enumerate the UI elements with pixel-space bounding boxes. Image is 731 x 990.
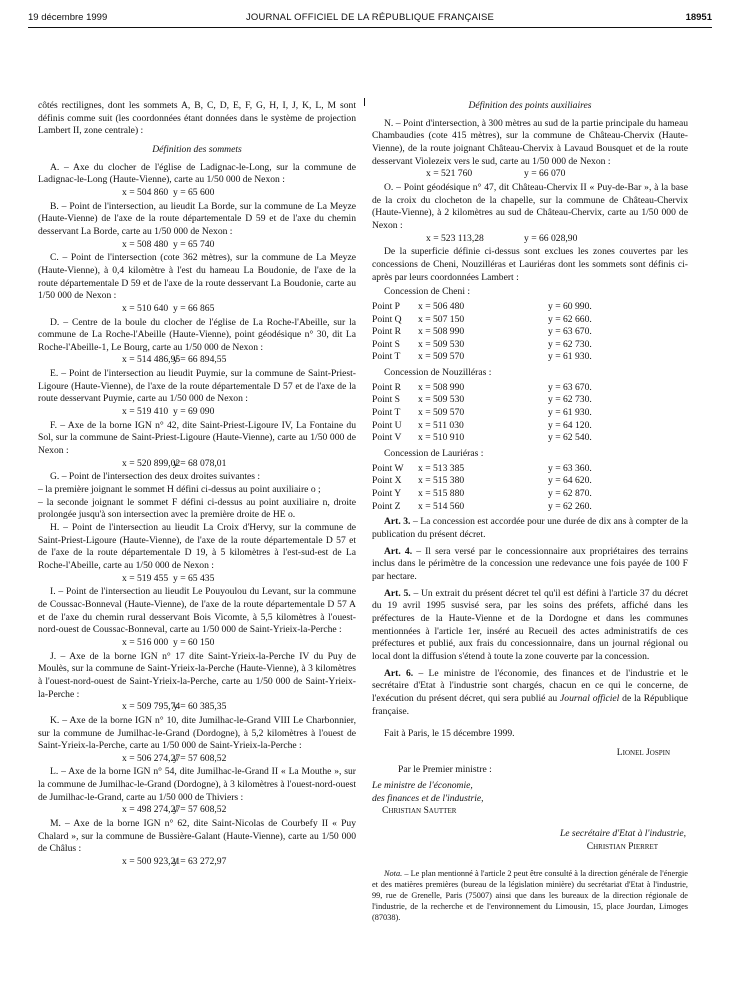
point-label: Point P — [372, 300, 400, 312]
vertex-g-text: G. – Point de l'intersection des deux droites suivantes : — [50, 471, 261, 483]
vertex-i-text: I. – Point de l'intersection au lieudit Le Pouyoulou du Levant, sur la commune de Coussac-Bonneval (Haute-Vienne), de l'axe de la route départementale D 57 A et de l'axe du chemin rural desservant Bois Vicomte, à 5,5 kilomètres à l'ouest-nord-ouest de Coussac-Bonneval, carte au 1/50 000 de Saint-Yrieix-la-Perche : — [38, 586, 356, 636]
point-label: Point R — [372, 381, 402, 393]
article-6-label: Art. 6. — [384, 667, 414, 679]
vertex-e-coords — [38, 406, 356, 419]
point-x: x = 513 385 — [418, 462, 465, 474]
coord-y: y = 63 272,97 — [173, 856, 227, 868]
table-row — [372, 475, 642, 488]
coord-x: x = 504 860 — [122, 186, 169, 198]
article-4-text: – Il sera versé par le concessionnaire aux propriétaires des terrains inclus dans le périmètre de la concession une redevance une fois payée de 100 F par hectare. — [372, 545, 688, 582]
vertex-f-text: F. – Axe de la borne IGN n° 42, dite Saint-Priest-Ligoure IV, La Fontaine du Sol, sur la commune de Saint-Priest-Ligoure (Haute-Vienne), carte au 1/50 000 de Nexon : — [38, 419, 356, 457]
vertex-k-text: K. – Axe de la borne IGN n° 10, dite Jumilhac-le-Grand VIII Le Charbonnier, sur la commune de Jumilhac-le-Grand (Dordogne), à 5,2 kilomètres à l'ouest de Saint-Yrieix-la-Perche, carte au 1/50 000 de Saint-Yrieix-la-Perche : — [38, 714, 356, 752]
coord-x: x = 519 410 — [122, 406, 169, 418]
coord-x: x = 510 640 — [122, 302, 169, 314]
coord-x: x = 498 274,27 — [122, 804, 181, 816]
article-3-text: – La concession est accordée pour une durée de dix ans à compter de la publication du présent décret. — [372, 516, 688, 540]
point-y: y = 64 120. — [548, 419, 592, 431]
minister-title-2: des finances et de l'industrie, — [372, 792, 484, 804]
vertex-e-text: E. – Point de l'intersection au lieudit Puymie, sur la commune de Saint-Priest-Ligoure (Haute-Vienne), de l'axe de la route départementale D 57 et de l'axe de la route desservant Puymie, carte au 1/50 000 de Nexon : — [38, 368, 356, 405]
header-rule — [28, 27, 712, 28]
nota-text: – Le plan mentionné à l'article 2 peut être consulté à la direction générale de l'énergie et des matières premières (bureau de la législation minière) du secrétariat d'Etat à l'industrie, 99, rue de Grenelle, Paris (75007) ainsi que dans les bureaux de la direction régionale de l'industrie, de la recherche et de l'environnement du Limousin, 15, place Jourdan, Limoges (87038). — [372, 869, 688, 922]
concession-nouzilleras-table — [372, 382, 642, 445]
table-row — [372, 432, 642, 445]
point-y: y = 61 930. — [548, 407, 592, 419]
article-3 — [372, 516, 688, 541]
article-5-label: Art. 5. — [384, 587, 411, 599]
point-y: y = 61 930. — [548, 351, 592, 363]
intro-paragraph: côtés rectilignes, dont les sommets A, B, C, D, E, F, G, H, I, J, K, L, M sont définis comme suit (les coordonnées étant données dans le système de projection Lambert II, zone centrale) : — [38, 100, 356, 137]
point-label: Point U — [372, 419, 402, 431]
concession-nouzilleras-title: Concession de Nouzilléras : — [384, 367, 492, 379]
concession-laurieras-title: Concession de Lauriéras : — [384, 448, 484, 460]
coord-x: x = 509 795,74 — [122, 701, 181, 713]
exclusion-paragraph: De la superficie définie ci-dessus sont exclues les zones couvertes par les concessions de Cheni, Nouzilléras et Lauriéras dont les sommets sont définis ci-après par leurs coordonnées Lambert : — [372, 246, 688, 283]
point-label: Point Z — [372, 500, 401, 512]
coord-y: y = 65 740 — [173, 238, 215, 250]
point-x: x = 511 030 — [418, 419, 464, 431]
point-y: y = 63 670. — [548, 381, 592, 393]
point-x: x = 514 560 — [418, 500, 465, 512]
coord-y: y = 69 090 — [173, 406, 215, 418]
table-row — [372, 501, 642, 514]
nota-label: Nota. — [384, 869, 403, 879]
point-x: x = 515 880 — [418, 488, 465, 500]
right-column — [372, 100, 688, 923]
vertex-m-coords — [38, 856, 356, 869]
vertex-d-coords — [38, 354, 356, 367]
point-x: x = 506 480 — [418, 300, 465, 312]
point-x: x = 509 530 — [418, 338, 465, 350]
coord-y: y = 65 435 — [173, 572, 215, 584]
concession-cheni-table — [372, 301, 642, 364]
secretary-title: Le secrétaire d'Etat à l'industrie, — [559, 828, 686, 840]
article-3-label: Art. 3. — [384, 516, 411, 528]
point-label: Point R — [372, 326, 402, 338]
section-heading-sommets: Définition des sommets — [152, 143, 242, 155]
concession-cheni-title: Concession de Cheni : — [384, 286, 471, 298]
coord-y: y = 60 150 — [173, 636, 215, 648]
coord-y: y = 60 385,35 — [173, 701, 227, 713]
vertex-k-coords — [38, 753, 356, 766]
aux-point-n-coords — [372, 168, 688, 181]
point-label: Point T — [372, 407, 401, 419]
point-label: Point S — [372, 394, 400, 406]
point-y: y = 63 670. — [548, 326, 592, 338]
header-date: 19 décembre 1999 — [28, 12, 108, 23]
table-row — [372, 407, 642, 420]
coord-x: x = 519 455 — [122, 572, 169, 584]
point-x: x = 509 570 — [418, 351, 465, 363]
vertex-j-coords — [38, 701, 356, 714]
table-row — [372, 351, 642, 364]
aux-point-o-text: O. – Point géodésique n° 47, dit Château-Chervix II « Puy-de-Bar », à la base de la croix du clocheton de la chapelle, sur la commune de Château-Chervix (Haute-Vienne), à 2 kilomètres au sud de Château-Chervix, carte au 1/50 000 de Nexon : — [372, 181, 688, 231]
aux-point-n-text: N. – Point d'intersection, à 300 mètres au sud de la partie principale du hameau Chambaudies (cote 415 mètres), sur la commune de Château-Chervix (Haute-Vienne), de la route joignant Château-Chervix à Lavaud Bousquet et de la route desservant Violezeix vers le sud, carte au 1/50 000 de Nexon : — [372, 117, 688, 167]
point-y: y = 62 540. — [548, 432, 592, 444]
article-4 — [372, 546, 688, 584]
vertex-c-text: C. – Point de l'intersection (cote 362 mètres), sur la commune de La Meyze (Haute-Vienne), à 0,4 kilomètre à l'est du hameau La Boudonie, de l'axe de la route départementale D 59 et de l'axe de la route desservant La Boudonie, carte au 1/50 000 de Nexon : — [38, 252, 356, 302]
coord-y: y = 66 070 — [524, 168, 566, 180]
vertex-b-text: B. – Point de l'intersection, au lieudit La Borde, sur la commune de La Meyze (Haute-Vienne) de l'axe de la route départementale D 59 et de l'axe du chemin desservant La Borde, carte au 1/50 000 de Nexon : — [38, 200, 356, 237]
page-header — [28, 12, 712, 28]
article-6-text-a: – Le ministre de l'économie, des finances et de l'industrie et le secrétaire d'Etat à l'industrie sont chargés, chacun en ce qui le concerne, de l'exécution du présent décret, qui sera publié au — [372, 667, 689, 704]
point-label: Point S — [372, 338, 400, 350]
table-row — [372, 488, 642, 501]
point-x: x = 515 380 — [418, 475, 465, 487]
vertex-h-coords — [38, 573, 356, 586]
coord-x: x = 523 113,28 — [426, 232, 484, 244]
point-y: y = 60 990. — [548, 300, 592, 312]
point-y: y = 62 260. — [548, 500, 592, 512]
vertex-d-text: D. – Centre de la boule du clocher de l'église de La Roche-l'Abeille, sur la commune de La Roche-l'Abeille (Haute-Vienne), point géodésique n° 30, dit La Roche-l'Abeille-1, Le Bourg, carte au 1/50 000 de Nexon : — [38, 316, 356, 353]
table-row — [372, 326, 642, 339]
vertex-b-coords — [38, 239, 356, 252]
vertex-f-coords — [38, 458, 356, 471]
secretary-name: Christian Pierret — [586, 840, 658, 852]
vertex-g-line-a: – la première joignant le sommet H défini ci-dessus au point auxiliaire o ; — [38, 484, 321, 496]
table-row — [372, 420, 642, 433]
aux-point-o-coords — [372, 233, 688, 246]
point-x: x = 508 990 — [418, 326, 465, 338]
point-y: y = 63 360. — [548, 462, 592, 474]
table-row — [372, 301, 642, 314]
vertex-l-coords — [38, 804, 356, 817]
concession-laurieras-table — [372, 463, 642, 514]
journal-officiel-ref: Journal officiel — [560, 692, 620, 704]
point-x: x = 509 530 — [418, 394, 465, 406]
point-label: Point V — [372, 432, 402, 444]
header-page-number: 18951 — [685, 12, 712, 23]
coord-x: x = 521 760 — [426, 168, 473, 180]
coord-x: x = 514 486,95 — [122, 354, 181, 366]
point-label: Point X — [372, 475, 402, 487]
point-y: y = 62 730. — [548, 394, 592, 406]
point-x: x = 508 990 — [418, 381, 465, 393]
coord-x: x = 506 274,27 — [122, 752, 181, 764]
left-column — [38, 100, 356, 870]
minister-name: Christian Sautter — [382, 805, 457, 817]
point-y: y = 62 870. — [548, 488, 592, 500]
coord-x: x = 508 480 — [122, 238, 169, 250]
point-label: Point T — [372, 351, 401, 363]
table-row — [372, 394, 642, 407]
signatory-prime-minister: Lionel Jospin — [616, 746, 670, 758]
vertex-j-text: J. – Axe de la borne IGN n° 17 dite Saint-Yrieix-la-Perche IV du Puy de Moulès, sur la commune de Saint-Yrieix-la-Perche (Haute-Vienne), à 3 kilomètres à l'ouest-nord-ouest de Saint-Yrieix-la-Perche, carte au 1/50 000 de Saint-Yrieix-la-Perche : — [38, 650, 356, 700]
table-row — [372, 463, 642, 476]
article-5-text: – Un extrait du présent décret tel qu'il est défini à l'article 37 du décret du 19 avril 1995 susvisé sera, par les soins des préfets, affiché dans les préfectures de la Haute-Vienne et de la Dordogne et dans les communes mentionnées à l'article 1er, inséré au Recueil des actes administratifs de ces préfectures et publié, aux frais du concessionnaire, dans un journal régional ou local dont la diffusion s'étend à toute la zone couverte par la concession. — [372, 587, 689, 662]
point-x: x = 510 910 — [418, 432, 465, 444]
column-divider — [364, 98, 365, 106]
vertex-h-text: H. – Point de l'intersection au lieudit La Croix d'Hervy, sur la commune de Saint-Priest-Ligoure (Haute-Vienne), de l'axe de la route départementale D 57 et de l'axe de la route départementale D 19, à 5 kilomètres à l'est-sud-est de La Roche-l'Abeille, carte au 1/50 000 de Nexon : — [38, 522, 356, 571]
article-4-label: Art. 4. — [384, 545, 413, 557]
coord-x: x = 500 923,21 — [122, 856, 181, 868]
coord-y: y = 66 865 — [173, 302, 215, 314]
point-label: Point Q — [372, 313, 402, 325]
table-row — [372, 314, 642, 327]
vertex-m-text: M. – Axe de la borne IGN n° 62, dite Saint-Nicolas de Courbefy II « Puy Chalard », sur la commune de Bussière-Galant (Haute-Vienne), carte au 1/50 000 de Châlus : — [38, 818, 356, 855]
point-x: x = 507 150 — [418, 313, 465, 325]
point-label: Point Y — [372, 488, 402, 500]
coord-y: y = 57 608,52 — [173, 804, 227, 816]
point-x: x = 509 570 — [418, 407, 465, 419]
article-6 — [372, 668, 688, 719]
point-y: y = 64 620. — [548, 475, 592, 487]
vertex-c-coords — [38, 303, 356, 316]
table-row — [372, 339, 642, 352]
coord-y: y = 68 078,01 — [173, 457, 227, 469]
section-heading-auxiliaires: Définition des points auxiliaires — [468, 100, 592, 111]
coord-x: x = 520 899,02 — [122, 457, 181, 469]
point-y: y = 62 730. — [548, 338, 592, 350]
nota-paragraph — [372, 869, 688, 923]
coord-y: y = 65 600 — [173, 186, 215, 198]
coord-y: y = 66 894,55 — [173, 354, 227, 366]
table-row — [372, 382, 642, 395]
coord-y: y = 66 028,90 — [524, 232, 578, 244]
point-label: Point W — [372, 462, 404, 474]
vertex-g-line-b: – la seconde joignant le sommet F défini ci-dessus au point auxiliaire n, droite prolongée jusqu'à son intersection avec la première droite de HE o. — [38, 496, 356, 521]
vertex-l-text: L. – Axe de la borne IGN n° 54, dite Jumilhac-le-Grand II « La Mouthe », sur la commune de Jumilhac-le-Grand (Dordogne), à 3 kilomètres à l'ouest-nord-ouest de Jumilhac-le-Grand, carte au 1/50 000 de Thiviers : — [38, 766, 356, 803]
header-journal-title: JOURNAL OFFICIEL DE LA RÉPUBLIQUE FRANÇAISE — [245, 12, 495, 23]
vertex-i-coords — [38, 637, 356, 650]
article-6-text-b: de la République française. — [372, 692, 688, 717]
signature-date: Fait à Paris, le 15 décembre 1999. — [384, 728, 515, 740]
vertex-a-coords — [38, 187, 356, 200]
coord-y: y = 57 608,52 — [173, 752, 227, 764]
par-premier-ministre: Par le Premier ministre : — [398, 763, 492, 775]
article-5 — [372, 588, 688, 664]
point-y: y = 62 660. — [548, 313, 592, 325]
coord-x: x = 516 000 — [122, 636, 169, 648]
minister-title-1: Le ministre de l'économie, — [372, 780, 473, 792]
vertex-a-text: A. – Axe du clocher de l'église de Ladignac-le-Long, sur la commune de Ladignac-le-Long (Haute-Vienne), carte au 1/50 000 de Nexon : — [38, 161, 356, 186]
